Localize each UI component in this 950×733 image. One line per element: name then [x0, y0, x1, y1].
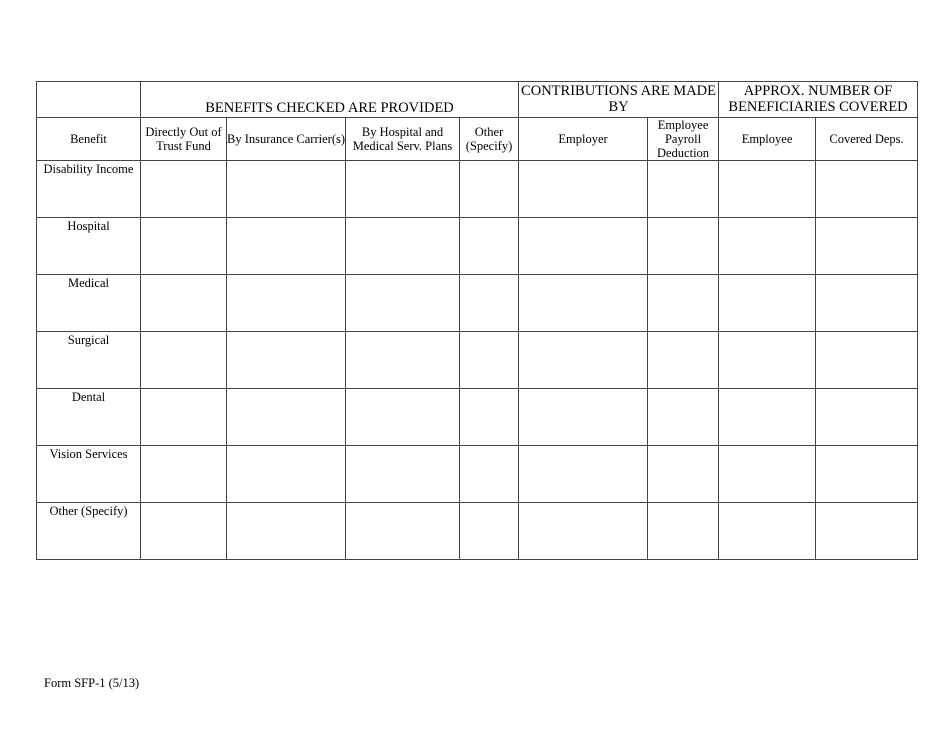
- cell-trust-fund[interactable]: [141, 503, 227, 560]
- benefits-provided-header: BENEFITS CHECKED ARE PROVIDED: [141, 82, 519, 118]
- column-header-row: [37, 118, 918, 161]
- cell-employee-count[interactable]: [719, 446, 816, 503]
- benefit-label: Dental: [37, 389, 141, 446]
- cell-hospital-plans[interactable]: [346, 275, 460, 332]
- cell-covered-deps[interactable]: [816, 218, 918, 275]
- col-trust-fund: Directly Out of Trust Fund: [141, 118, 227, 161]
- table-row: [37, 275, 918, 332]
- cell-trust-fund[interactable]: [141, 389, 227, 446]
- cell-payroll-deduction[interactable]: [648, 275, 719, 332]
- col-employer: Employer: [519, 118, 648, 161]
- beneficiaries-header: APPROX. NUMBER OF BENEFICIARIES COVERED: [719, 82, 918, 118]
- cell-hospital-plans[interactable]: [346, 446, 460, 503]
- benefit-label: Other (Specify): [37, 503, 141, 560]
- cell-employee-count[interactable]: [719, 503, 816, 560]
- cell-hospital-plans[interactable]: [346, 503, 460, 560]
- col-employee-count: Employee: [719, 118, 816, 161]
- benefit-label: Vision Services: [37, 446, 141, 503]
- cell-payroll-deduction[interactable]: [648, 446, 719, 503]
- cell-trust-fund[interactable]: [141, 446, 227, 503]
- cell-covered-deps[interactable]: [816, 446, 918, 503]
- cell-employee-count[interactable]: [719, 161, 816, 218]
- cell-other-specify[interactable]: [460, 389, 519, 446]
- cell-employee-count[interactable]: [719, 389, 816, 446]
- cell-hospital-plans[interactable]: [346, 218, 460, 275]
- cell-covered-deps[interactable]: [816, 275, 918, 332]
- cell-insurance-carrier[interactable]: [227, 503, 346, 560]
- cell-covered-deps[interactable]: [816, 332, 918, 389]
- blank-header-cell: [37, 82, 141, 118]
- cell-payroll-deduction[interactable]: [648, 389, 719, 446]
- cell-employer[interactable]: [519, 332, 648, 389]
- cell-other-specify[interactable]: [460, 161, 519, 218]
- group-header-row: [37, 82, 918, 118]
- cell-trust-fund[interactable]: [141, 218, 227, 275]
- cell-employer[interactable]: [519, 218, 648, 275]
- cell-employer[interactable]: [519, 446, 648, 503]
- cell-employer[interactable]: [519, 503, 648, 560]
- benefit-label: Surgical: [37, 332, 141, 389]
- cell-hospital-plans[interactable]: [346, 332, 460, 389]
- benefits-table: [36, 81, 918, 560]
- table-row: [37, 446, 918, 503]
- cell-payroll-deduction[interactable]: [648, 218, 719, 275]
- cell-insurance-carrier[interactable]: [227, 218, 346, 275]
- cell-employee-count[interactable]: [719, 332, 816, 389]
- col-insurance-carrier: By Insurance Carrier(s): [227, 118, 346, 161]
- cell-other-specify[interactable]: [460, 332, 519, 389]
- cell-trust-fund[interactable]: [141, 161, 227, 218]
- col-hospital-plans: By Hospital and Medical Serv. Plans: [346, 118, 460, 161]
- cell-insurance-carrier[interactable]: [227, 161, 346, 218]
- cell-insurance-carrier[interactable]: [227, 275, 346, 332]
- table-row: [37, 161, 918, 218]
- col-other-specify: Other (Specify): [460, 118, 519, 161]
- table-row: [37, 389, 918, 446]
- cell-other-specify[interactable]: [460, 275, 519, 332]
- cell-trust-fund[interactable]: [141, 275, 227, 332]
- cell-employer[interactable]: [519, 275, 648, 332]
- cell-payroll-deduction[interactable]: [648, 332, 719, 389]
- table-row: [37, 503, 918, 560]
- cell-trust-fund[interactable]: [141, 332, 227, 389]
- cell-employer[interactable]: [519, 161, 648, 218]
- cell-other-specify[interactable]: [460, 446, 519, 503]
- table-row: [37, 332, 918, 389]
- table-row: [37, 218, 918, 275]
- cell-covered-deps[interactable]: [816, 503, 918, 560]
- cell-employee-count[interactable]: [719, 218, 816, 275]
- cell-insurance-carrier[interactable]: [227, 389, 346, 446]
- cell-insurance-carrier[interactable]: [227, 332, 346, 389]
- cell-employer[interactable]: [519, 389, 648, 446]
- contributions-header: CONTRIBUTIONS ARE MADE BY: [519, 82, 719, 118]
- cell-other-specify[interactable]: [460, 503, 519, 560]
- cell-covered-deps[interactable]: [816, 389, 918, 446]
- cell-employee-count[interactable]: [719, 275, 816, 332]
- cell-insurance-carrier[interactable]: [227, 446, 346, 503]
- col-covered-deps: Covered Deps.: [816, 118, 918, 161]
- benefit-label: Medical: [37, 275, 141, 332]
- form-id: Form SFP-1 (5/13): [44, 676, 140, 690]
- cell-other-specify[interactable]: [460, 218, 519, 275]
- cell-covered-deps[interactable]: [816, 161, 918, 218]
- col-payroll-deduction: Employee Payroll Deduction: [648, 118, 719, 161]
- cell-hospital-plans[interactable]: [346, 389, 460, 446]
- col-benefit: Benefit: [37, 118, 141, 161]
- cell-payroll-deduction[interactable]: [648, 503, 719, 560]
- benefit-label: Hospital: [37, 218, 141, 275]
- cell-hospital-plans[interactable]: [346, 161, 460, 218]
- benefit-label: Disability Income: [37, 161, 141, 218]
- benefit-rows: [37, 161, 918, 560]
- cell-payroll-deduction[interactable]: [648, 161, 719, 218]
